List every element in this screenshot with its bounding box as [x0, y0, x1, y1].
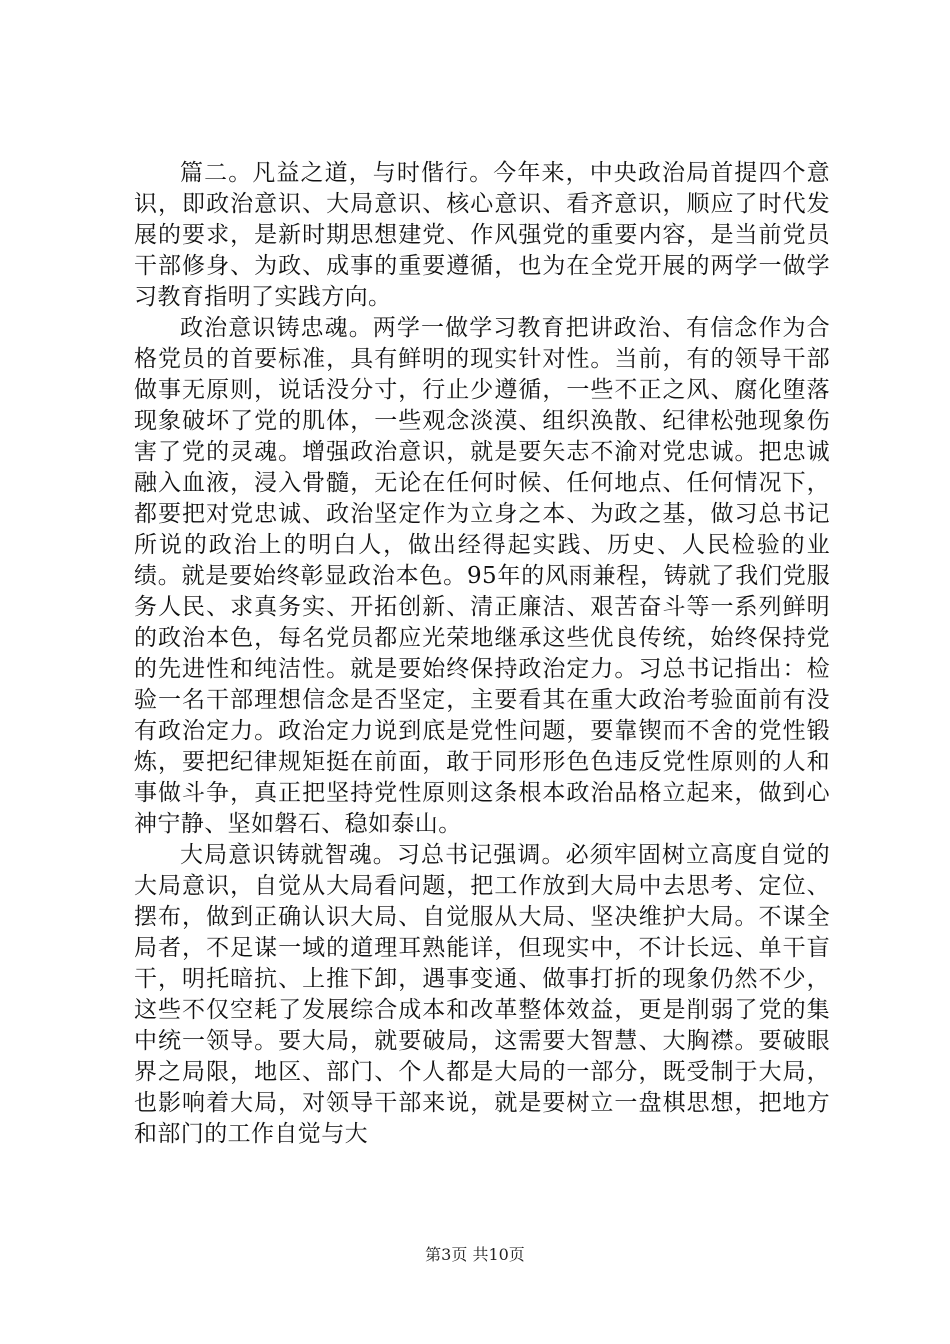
paragraph-overall-awareness: 大局意识铸就智魂。习总书记强调。必须牢固树立高度自觉的大局意识，自觉从大局看问题，把工作放到大局中去思考、定位、摆布，做到正确认识大局、自觉服从大局、坚决维护大局。不谋全局者，不足谋一域的道理耳熟能详，但现实中，不计长远、单干盲干，明托暗抗、上推下卸，遇事变通、做事打折的现象仍然不少，这些不仅空耗了发展综合成本和改革整体效益，更是削弱了党的集中统一领导。要大局，就要破局，这需要大智慧、大胸襟。要破眼界之局限，地区、部门、个人都是大局的一部分，既受制于大局，也影响着大局，对领导干部来说，就是要树立一盘棋思想，把地方和部门的工作自觉与大: [134, 842, 830, 1147]
paragraph-political-awareness: 政治意识铸忠魂。两学一做学习教育把讲政治、有信念作为合格党员的首要标准，具有鲜明的现实针对性。当前，有的领导干部做事无原则，说话没分寸，行止少遵循，一些不正之风、腐化堕落现象破坏了党的肌体，一些观念淡漠、组织涣散、纪律松弛现象伤害了党的灵魂。增强政治意识，就是要矢志不渝对党忠诚。把忠诚融入血液，浸入骨髓，无论在任何时候、任何地点、任何情况下，都要把对党忠诚、政治坚定作为立身之本、为政之基，做习总书记所说的政治上的明白人，做出经得起实践、历史、人民检验的业绩。就是要始终彰显政治本色。95年的风雨兼程，铸就了我们党服务人民、求真务实、开拓创新、清正廉洁、艰苦奋斗等一系列鲜明的政治本色，每名党员都应光荣地继承这些优良传统，始终保持党的先进性和纯洁性。就是要始终保持政治定力。习总书记指出：检验一名干部理想信念是否坚定，主要看其在重大政治考验面前有没有政治定力。政治定力说到底是党性问题，要靠锲而不舍的党性锻炼，要把纪律规矩挺在前面，敢于同形形色色违反党性原则的人和事做斗争，真正把坚持党性原则这条根本政治品格立起来，做到心神宁静、坚如磐石、稳如泰山。: [134, 315, 830, 837]
page-footer: 第3页 共10页: [425, 1245, 525, 1264]
paragraph-intro: 篇二。凡益之道，与时偕行。今年来，中央政治局首提四个意识，即政治意识、大局意识、核心意识、看齐意识，顺应了时代发展的要求，是新时期思想建党、作风强党的重要内容，是当前党员干部修身、为政、成事的重要遵循，也为在全党开展的两学一做学习教育指明了实践方向。: [134, 160, 830, 310]
document-body: [134, 158, 830, 1150]
